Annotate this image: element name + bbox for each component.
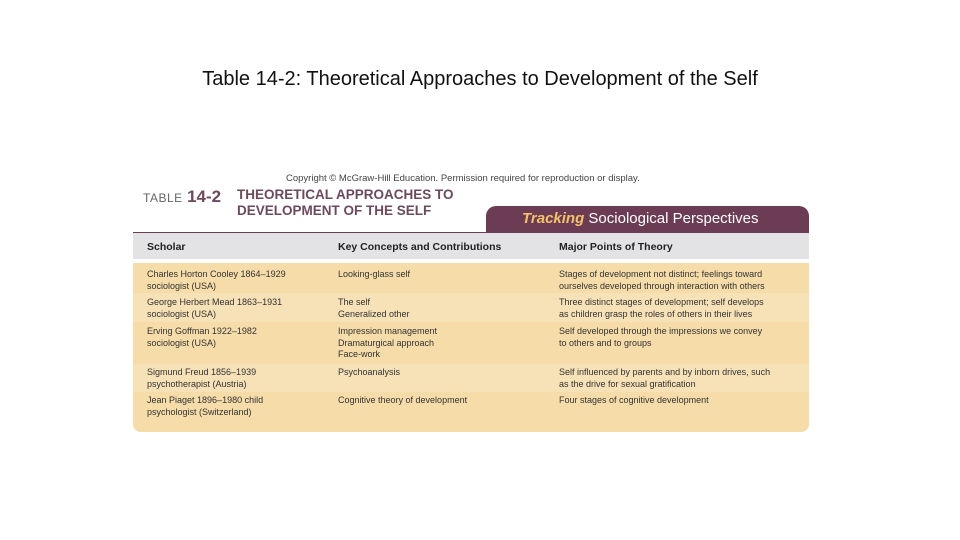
table-number: 14-2 — [187, 187, 222, 206]
cell-scholar: Charles Horton Cooley 1864–1929 sociologist (USA) — [147, 269, 286, 291]
table-row — [133, 392, 809, 432]
cell-theory: Self developed through the impressions we convey to others and to groups — [559, 326, 763, 348]
cell-scholar: Sigmund Freud 1856–1939 psychotherapist (Austria) — [147, 367, 257, 389]
cell-scholar: Jean Piaget 1896–1980 child psychologist (Switzerland) — [147, 395, 264, 417]
table-heading-line-2: DEVELOPMENT OF THE SELF — [237, 203, 432, 218]
table-heading-line-1: THEORETICAL APPROACHES TO — [237, 187, 454, 202]
table-row — [133, 293, 809, 322]
cell-concepts: Cognitive theory of development — [338, 395, 468, 405]
cell-scholar: George Herbert Mead 1863–1931 sociologist (USA) — [147, 297, 283, 319]
table-header-row — [133, 232, 809, 259]
cell-scholar: Erving Goffman 1922–1982 sociologist (USA) — [147, 326, 257, 348]
cell-theory: Stages of development not distinct; feelings toward ourselves developed through interaction with others — [559, 269, 765, 291]
table-row — [133, 322, 809, 364]
cell-concepts: The self Generalized other — [338, 297, 410, 319]
copyright-notice: Copyright © McGraw-Hill Education. Permission required for reproduction or display. — [286, 173, 640, 184]
header-key-concepts: Key Concepts and Contributions — [338, 241, 502, 253]
table-row — [133, 263, 809, 293]
banner-rest: Sociological Perspectives — [584, 210, 759, 227]
banner-emphasis: Tracking — [522, 210, 585, 227]
table-label — [143, 187, 221, 207]
slide-title: Table 14-2: Theoretical Approaches to Development of the Self — [202, 68, 758, 90]
table-heading — [237, 187, 454, 219]
cell-concepts: Psychoanalysis — [338, 367, 401, 377]
table-row — [133, 364, 809, 392]
cell-concepts: Looking-glass self — [338, 269, 411, 279]
tracking-perspectives-banner — [486, 206, 809, 232]
cell-theory: Four stages of cognitive development — [559, 395, 709, 405]
header-major-points: Major Points of Theory — [559, 241, 673, 253]
cell-theory: Self influenced by parents and by inborn drives, such as the drive for sexual gratification — [559, 367, 771, 389]
theories-table — [133, 232, 809, 432]
table-word: TABLE — [143, 191, 183, 205]
header-scholar: Scholar — [147, 241, 186, 253]
cell-concepts: Impression management Dramaturgical approach Face-work — [338, 326, 438, 359]
cell-theory: Three distinct stages of development; self develops as children grasp the roles of others in their lives — [559, 297, 764, 319]
